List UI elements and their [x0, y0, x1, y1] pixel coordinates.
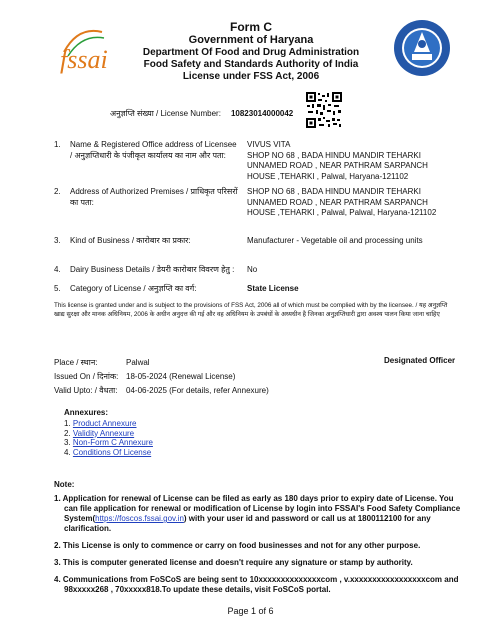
granted-statement: This license is granted under and is subject to the provisions of FSS Act, 2006 all of which must be complied with by the licensee. / यह अनुज्ञप्ति खाद्य सुरक्षा और मानक अधिनियम, 2006 के अधीन अनुदत्त की गई और वह अधिनियम के उपबंधों के अध्यधीन है जिनका अनुज्ञप्तिधारी द्वारा अवश्य पालन किया जाना चाहिए	[54, 302, 448, 318]
document-header	[120, 20, 382, 83]
item-label: Name & Registered Office address of Licensee / अनुज्ञप्तिधारी के पंजीकृत कार्यालय का नाम और पता:	[70, 140, 237, 160]
licensee-address: VIVUS VITA SHOP NO 68 , BADA HINDU MANDIR TEHARKI UNNAMED ROAD , NEAR PATHRAM SARPANCH HOUSE ,TEHARKI , Palwal, Haryana-121102	[247, 140, 428, 181]
business-kind: Manufacturer - Vegetable oil and processing units	[247, 236, 423, 245]
item-label: Address of Authorized Premises / प्राधिकृत परिसरों का पता:	[70, 187, 238, 207]
premises-address: SHOP NO 68 , BADA HINDU MANDIR TEHARKI UNNAMED ROAD , NEAR PATHRAM SARPANCH HOUSE ,TEHARKI , Palwal, Palwal, Haryana-121102	[247, 187, 437, 217]
validity-annexure-link[interactable]: Validity Annexure	[72, 428, 135, 438]
item-number: 5.	[54, 284, 61, 293]
license-number-label: अनुज्ञप्ति संख्या / License Number:	[110, 109, 221, 118]
annexure-item	[64, 448, 153, 458]
conditions-of-license-link[interactable]: Conditions Of License	[72, 448, 152, 458]
item-number: 1.	[54, 140, 61, 149]
annexures-heading: Annexures:	[64, 408, 109, 417]
place-value: Palwal	[126, 358, 150, 367]
valid-label: Valid Upto: / वैधता:	[54, 386, 118, 395]
non-form-c-annexure-link[interactable]: Non-Form C Annexure	[72, 438, 153, 448]
foscos-link[interactable]: https://foscos.fssai.gov.in	[95, 514, 184, 523]
notes-section	[54, 480, 464, 602]
qr-code-icon	[306, 92, 342, 128]
svg-text:fssai: fssai	[60, 45, 108, 74]
fssai-logo	[58, 22, 122, 82]
annexure-number: 2.	[64, 428, 73, 438]
license-category: State License	[247, 284, 299, 293]
item-label: Category of License / अनुज्ञप्ति का वर्ग:	[70, 284, 197, 293]
notes-heading: Note:	[54, 480, 75, 489]
authority-name: Food Safety and Standards Authority of India	[143, 59, 359, 70]
license-number-row	[110, 108, 293, 119]
item-label: Dairy Business Details / डेयरी कारोबार विवरण हेतु :	[70, 265, 235, 274]
valid-value: 04-06-2025 (For details, refer Annexure)	[126, 386, 269, 395]
valid-row	[54, 384, 454, 398]
note-text: ) with your user id and password or call us at 1800112100 for any clarification.	[64, 514, 431, 533]
issued-value: 18-05-2024 (Renewal License)	[126, 372, 236, 381]
form-title: Form C	[230, 20, 272, 34]
haryana-emblem-icon	[392, 18, 452, 78]
annexure-number: 1.	[64, 418, 73, 428]
issued-row	[54, 370, 454, 384]
product-annexure-link[interactable]: Product Annexure	[72, 418, 137, 428]
annexure-item	[64, 438, 153, 448]
note-computer-generated: 3. This is computer generated license and doesn't require any signature or stamp by authority.	[54, 558, 413, 567]
annexure-number: 3.	[64, 438, 73, 448]
note-renewal	[54, 494, 464, 534]
place-label: Place / स्थान:	[54, 358, 98, 367]
annexure-item	[64, 429, 153, 439]
item-number: 2.	[54, 187, 61, 196]
annexures-list	[64, 408, 153, 458]
page-number: Page 1 of 6	[227, 606, 274, 616]
department-name: Department Of Food and Drug Administration	[142, 47, 360, 58]
annexure-item	[64, 419, 153, 429]
note-purpose: 2. This License is only to commence or carry on food businesses and not for any other purpose.	[54, 541, 421, 550]
dairy-details: No	[247, 265, 258, 274]
annexure-number: 4.	[64, 448, 73, 458]
note-text: 1. Application for renewal of License can be filed as early as 180 days prior to expiry date of License. You can file application for renewal or modification of License by login into FSSAI's Food Safety Compliance System(	[54, 494, 461, 523]
government-name: Government of Haryana	[188, 34, 314, 46]
designated-officer: Designated Officer	[384, 356, 456, 365]
item-number: 3.	[54, 236, 61, 245]
act-name: License under FSS Act, 2006	[182, 71, 320, 82]
item-label: Kind of Business / कारोबार का प्रकार:	[70, 236, 191, 245]
issued-label: Issued On / दिनांक:	[54, 372, 119, 381]
note-communications: 4. Communications from FoSCoS are being sent to 10xxxxxxxxxxxxxxcom , v.xxxxxxxxxxxxxxxxxcom and 98xxxxx268 , 70xxxxx818.To update these details, visit FoSCoS portal.	[54, 575, 459, 594]
item-number: 4.	[54, 265, 61, 274]
license-number-value: 10823014000042	[230, 109, 294, 118]
